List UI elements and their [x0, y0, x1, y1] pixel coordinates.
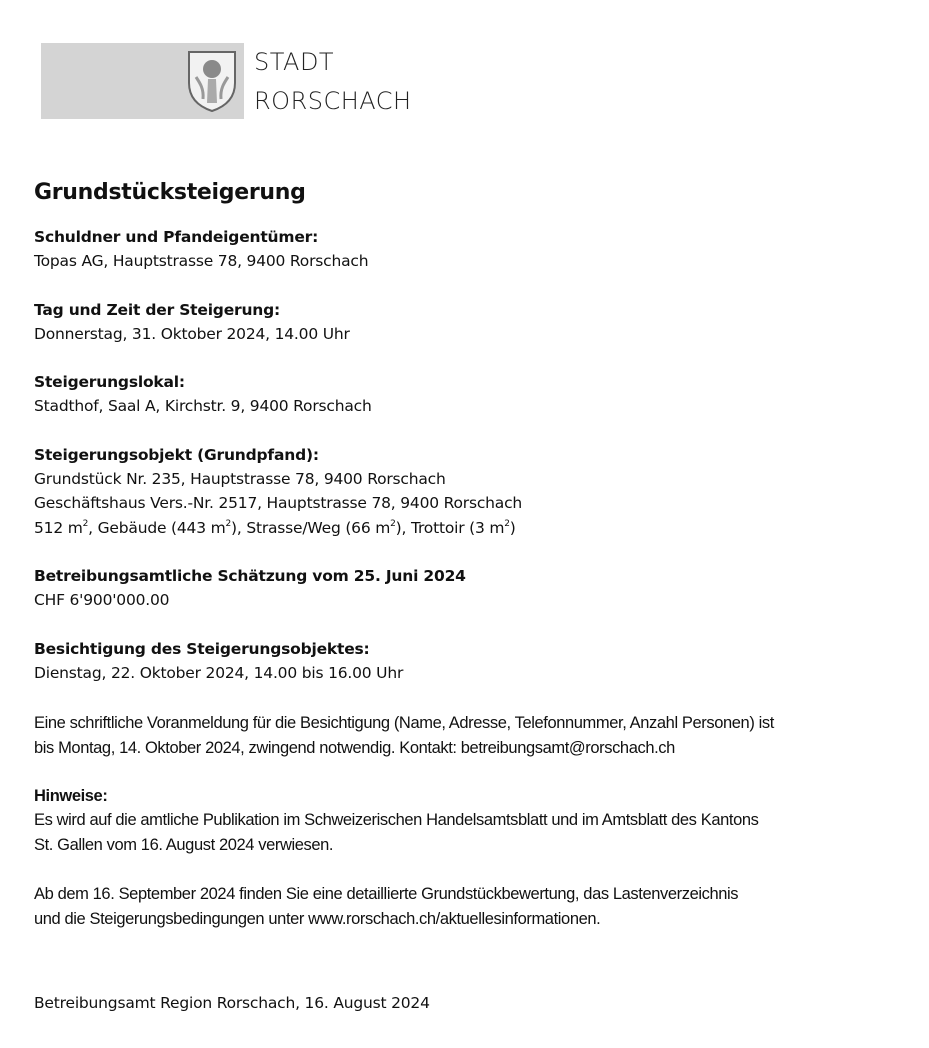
section-heading: Steigerungslokal: — [34, 373, 185, 391]
section-heading: Tag und Zeit der Steigerung: — [34, 300, 281, 319]
section-viewing — [34, 637, 904, 686]
superscript: 2 — [225, 518, 232, 529]
superscript: 2 — [504, 518, 510, 529]
section-text: Donnerstag, 31. Oktober 2024, 14.00 Uhr — [34, 324, 350, 343]
logo-text-stadt: STADT — [254, 48, 335, 76]
section-heading: Betreibungsamtliche Schätzung vom 25. Juni 2024 — [34, 567, 466, 585]
area-part: , Gebäude (443 m — [88, 518, 226, 537]
section-text: Dienstag, 22. Oktober 2024, 14.00 bis 16.00 Uhr — [34, 663, 404, 682]
section-text: bis Montag, 14. Oktober 2024, zwingend notwendig. Kontakt: betreibungsamt@rorschach.ch — [34, 739, 675, 757]
section-text: und die Steigerungsbedingungen unter www.rorschach.ch/aktuellesinformationen. — [34, 910, 601, 928]
section-venue — [34, 370, 904, 419]
section-text: CHF 6'900'000.00 — [34, 591, 170, 609]
section-text: St. Gallen vom 16. August 2024 verwiesen. — [34, 836, 334, 854]
section-text: Es wird auf die amtliche Publikation im Schweizerischen Handelsamtsblatt und im Amtsblatt des Kantons — [34, 811, 759, 829]
superscript: 2 — [390, 518, 396, 529]
footer-signature: Betreibungsamt Region Rorschach, 16. August 2024 — [34, 994, 430, 1012]
logo-text-rorschach: RORSCHACH — [254, 87, 412, 115]
section-valuation — [34, 564, 904, 613]
section-heading: Besichtigung des Steigerungsobjektes: — [34, 639, 370, 658]
section-text: Topas AG, Hauptstrasse 78, 9400 Rorschach — [34, 252, 369, 270]
document-body — [34, 175, 904, 932]
section-heading: Schuldner und Pfandeigentümer: — [34, 228, 319, 246]
section-debtor — [34, 225, 904, 274]
section-registration — [34, 711, 904, 761]
superscript: 2 — [82, 518, 89, 529]
section-text: Grundstück Nr. 235, Hauptstrasse 78, 9400 Rorschach — [34, 469, 446, 488]
area-breakdown — [34, 516, 904, 541]
area-part: ), Strasse/Weg (66 m — [231, 518, 391, 537]
area-part: ) — [509, 518, 516, 537]
section-text: Ab dem 16. September 2024 finden Sie eine detaillierte Grundstückbewertung, das Lastenverzeichnis — [34, 885, 739, 903]
section-heading: Steigerungsobjekt (Grundpfand): — [34, 445, 319, 464]
area-part: ), Trottoir (3 m — [395, 518, 505, 537]
area-part: 512 m — [34, 518, 83, 537]
rorschach-coat-of-arms-icon — [186, 49, 238, 113]
section-datetime — [34, 298, 904, 347]
section-notes — [34, 784, 904, 932]
page-title: Grundstücksteigerung — [34, 180, 306, 205]
section-heading: Hinweise: — [34, 787, 108, 805]
section-object — [34, 443, 904, 541]
section-text: Geschäftshaus Vers.-Nr. 2517, Hauptstrasse 78, 9400 Rorschach — [34, 494, 523, 512]
section-text: Stadthof, Saal A, Kirchstr. 9, 9400 Rorschach — [34, 397, 372, 415]
section-text: Eine schriftliche Voranmeldung für die Besichtigung (Name, Adresse, Telefonnummer, Anzahl Personen) ist — [34, 714, 774, 732]
